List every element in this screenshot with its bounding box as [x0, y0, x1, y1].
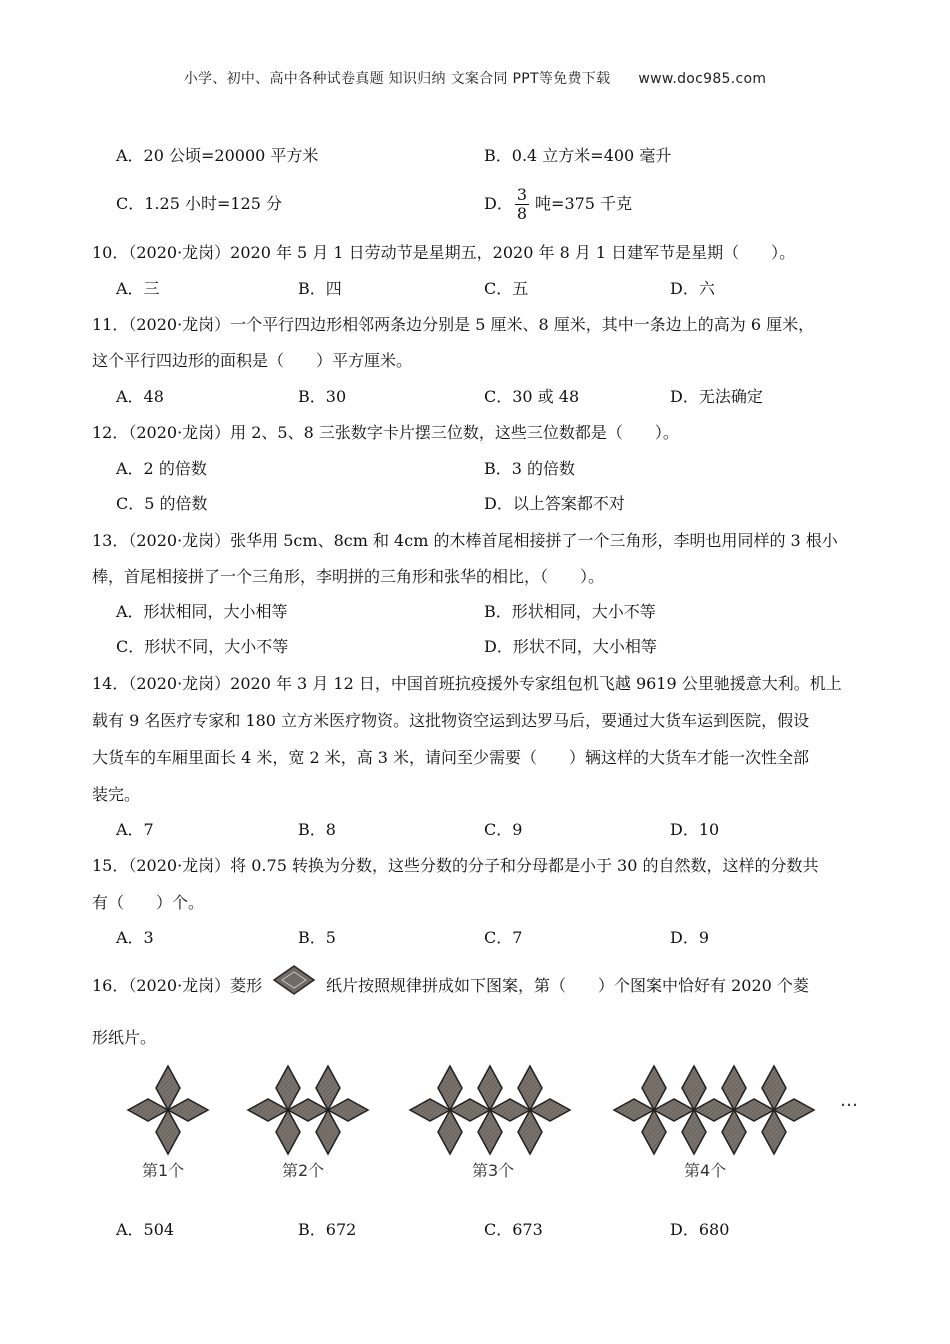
q15-option-a: A．3: [116, 928, 154, 947]
q12-option-b: B．3 的倍数: [484, 459, 576, 478]
q14-option-a: A．7: [116, 820, 154, 839]
rhombus-tile: [614, 1099, 654, 1121]
fraction-denominator: 8: [516, 204, 528, 223]
q13-option-a: A．形状相同，大小相等: [116, 602, 288, 621]
rhombus-tile: [654, 1099, 694, 1121]
rhombus-tile: [722, 1110, 746, 1154]
rhombus-tile: [762, 1066, 786, 1110]
rhombus-tile: [682, 1066, 706, 1110]
rhombus-tile: [128, 1099, 168, 1121]
q14-option-c: C．9: [484, 820, 523, 839]
fraction-numerator: 3: [516, 185, 528, 204]
rhombus-tile: [450, 1099, 490, 1121]
rhombus-tile: [478, 1110, 502, 1154]
rhombus-tile: [276, 1110, 300, 1154]
pattern-3: [410, 1066, 570, 1154]
q16-option-b: B．672: [298, 1220, 357, 1239]
q13-option-b: B．形状相同，大小不等: [484, 602, 656, 621]
q10-option-c: C．五: [484, 279, 529, 298]
rhombus-tile: [316, 1066, 340, 1110]
q15-stem-line2: 有（ ）个。: [92, 893, 205, 912]
q9-option-c: C．1.25 小时=125 分: [116, 194, 282, 213]
q15-stem-line1: 15．（2020·龙岗）将 0.75 转换为分数，这些分数的分子和分母都是小于 30 的自然数，这样的分数共: [92, 856, 819, 875]
rhombus-tile: [328, 1099, 368, 1121]
rhombus-tile: [168, 1099, 208, 1121]
q12-option-c: C．5 的倍数: [116, 494, 208, 513]
q13-stem-line2: 棒，首尾相接拼了一个三角形，李明拼的三角形和张华的相比，（ ）。: [92, 567, 605, 586]
rhombus-tile: [248, 1099, 288, 1121]
q14-stem-line1: 14．（2020·龙岗）2020 年 3 月 12 日，中国首班抗疫援外专家组包机飞越 9619 公里驰援意大利。机上: [92, 674, 842, 693]
figure-ellipsis: …: [840, 1090, 858, 1111]
rhombus-tile: [762, 1110, 786, 1154]
figure-label-4: 第4个: [684, 1161, 727, 1180]
rhombus-tile: [642, 1066, 666, 1110]
rhombus-tile: [694, 1099, 734, 1121]
q14-stem-line2: 载有 9 名医疗专家和 180 立方米医疗物资。这批物资空运到达罗马后，要通过大货车运到医院，假设: [92, 711, 810, 730]
q15-option-d: D．9: [670, 928, 710, 947]
q9-option-b: B．0.4 立方米=400 毫升: [484, 146, 672, 165]
rhombus-tile: [774, 1099, 814, 1121]
q11-option-a: A．48: [116, 387, 164, 406]
rhombus-tile: [722, 1066, 746, 1110]
q14-option-d: D．10: [670, 820, 720, 839]
pattern-2: [248, 1066, 368, 1154]
rhombus-tile: [316, 1110, 340, 1154]
rhombus-tile: [518, 1066, 542, 1110]
rhombus-tile: [530, 1099, 570, 1121]
q16-stem-post: 纸片按照规律拼成如下图案，第（ ）个图案中恰好有 2020 个菱: [326, 976, 809, 995]
rhombus-tile: [276, 1066, 300, 1110]
q12-option-d: D．以上答案都不对: [484, 494, 625, 513]
q14-stem-line3: 大货车的车厢里面长 4 米，宽 2 米，高 3 米，请问至少需要（ ）辆这样的大货车才能一次性全部: [92, 748, 810, 767]
q13-option-d: D．形状不同，大小相等: [484, 637, 657, 656]
pattern-4: [614, 1066, 814, 1154]
rhombus-tile: [642, 1110, 666, 1154]
rhombus-pattern-figure: [110, 1058, 870, 1158]
rhombus-tile: [518, 1110, 542, 1154]
header-site[interactable]: www.doc985.com: [638, 71, 767, 87]
q16-stem-pre: 16．（2020·龙岗）菱形: [92, 976, 263, 995]
page-header: [0, 68, 950, 88]
q12-option-a: A．2 的倍数: [116, 459, 207, 478]
q10-option-a: A．三: [116, 279, 160, 298]
header-text: 小学、初中、高中各种试卷真题 知识归纳 文案合同 PPT等免费下载: [183, 71, 611, 87]
q9-option-d-suffix: 吨=375 千克: [535, 194, 633, 213]
rhombus-tile: [288, 1099, 328, 1121]
q16-option-c: C．673: [484, 1220, 543, 1239]
q13-option-c: C．形状不同，大小不等: [116, 637, 289, 656]
q16-option-a: A．504: [116, 1220, 175, 1239]
rhombus-tile: [438, 1066, 462, 1110]
q9-option-d-prefix: D．: [484, 194, 513, 213]
figure-label-3: 第3个: [472, 1161, 515, 1180]
q11-option-b: B．30: [298, 387, 347, 406]
q14-stem-line4: 装完。: [92, 785, 141, 804]
q11-stem-line1: 11．（2020·龙岗）一个平行四边形相邻两条边分别是 5 厘米、8 厘米，其中一条边上的高为 6 厘米，: [92, 315, 815, 334]
rhombus-tile: [438, 1110, 462, 1154]
q13-stem-line1: 13．（2020·龙岗）张华用 5cm、8cm 和 4cm 的木棒首尾相接拼了一个三角形，李明也用同样的 3 根小: [92, 531, 838, 550]
q14-option-b: B．8: [298, 820, 336, 839]
q9-option-d: [484, 181, 632, 227]
q16-stem-line2: 形纸片。: [92, 1028, 157, 1047]
rhombus-tile: [156, 1066, 180, 1110]
q15-option-c: C．7: [484, 928, 523, 947]
q16-option-d: D．680: [670, 1220, 730, 1239]
q10-stem: 10．（2020·龙岗）2020 年 5 月 1 日劳动节是星期五，2020 年 8 月 1 日建军节是星期（ ）。: [92, 243, 796, 262]
q10-option-d: D．六: [670, 279, 715, 298]
rhombus-tile: [490, 1099, 530, 1121]
rhombus-tile: [478, 1066, 502, 1110]
fraction: [515, 186, 529, 223]
figure-label-2: 第2个: [282, 1161, 325, 1180]
q15-option-b: B．5: [298, 928, 336, 947]
q12-stem: 12．（2020·龙岗）用 2、5、8 三张数字卡片摆三位数，这些三位数都是（ ）。: [92, 423, 679, 442]
q9-option-a: A．20 公顷=20000 平方米: [116, 146, 319, 165]
q10-option-b: B．四: [298, 279, 342, 298]
rhombus-tile: [682, 1110, 706, 1154]
rhombus-tile: [410, 1099, 450, 1121]
q11-option-c: C．30 或 48: [484, 387, 580, 406]
rhombus-tile: [156, 1110, 180, 1154]
pattern-1: [128, 1066, 208, 1154]
rhombus-icon: [272, 964, 316, 996]
q11-stem-line2: 这个平行四边形的面积是（ ）平方厘米。: [92, 351, 413, 370]
figure-label-1: 第1个: [142, 1161, 185, 1180]
q11-option-d: D．无法确定: [670, 387, 763, 406]
rhombus-tile: [734, 1099, 774, 1121]
